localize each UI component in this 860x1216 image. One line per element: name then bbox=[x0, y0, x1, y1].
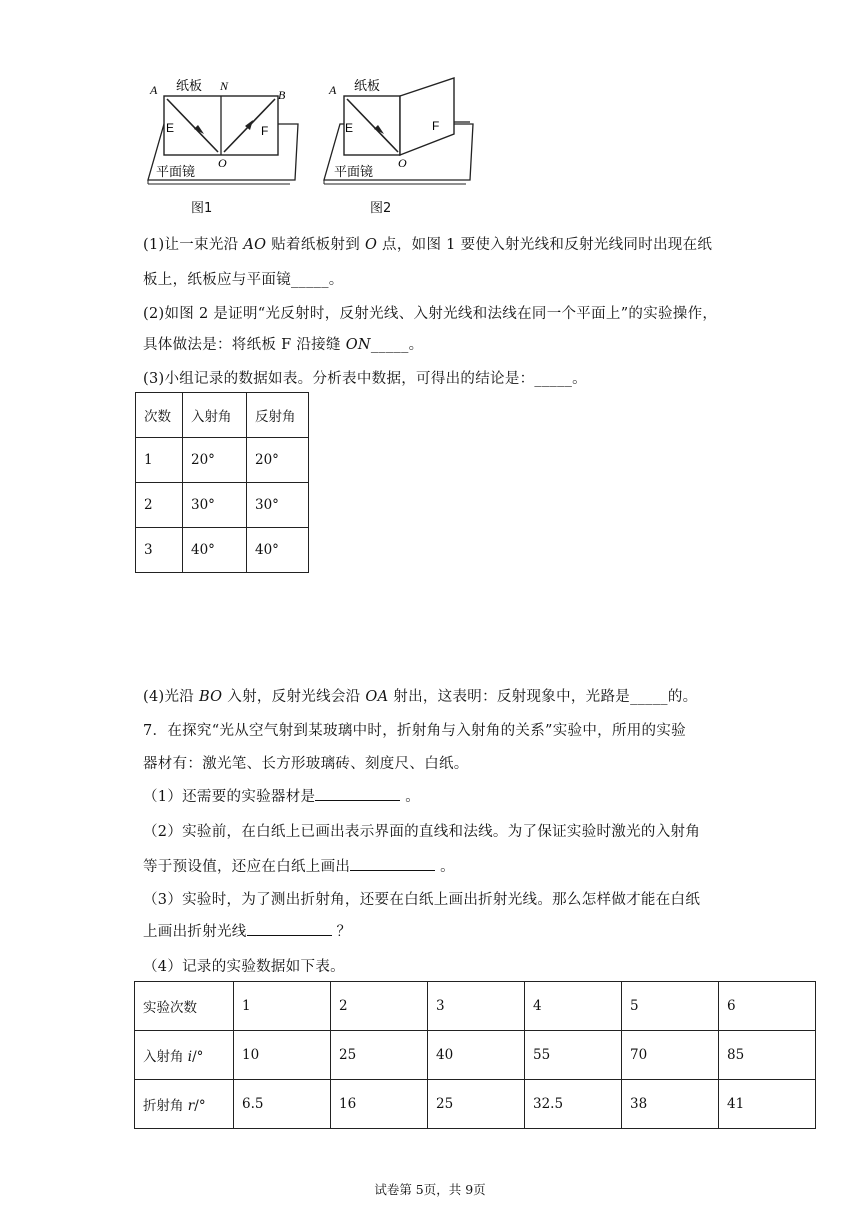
q7-part2-line1: （2）实验前，在白纸上已画出表示界面的直线和法线。为了保证实验时激光的入射角 bbox=[143, 824, 701, 840]
table-cell: 30° bbox=[247, 483, 309, 528]
table-row bbox=[136, 393, 309, 438]
label-o: O bbox=[218, 156, 227, 170]
table-cell: 41 bbox=[719, 1080, 816, 1129]
table-cell: 40° bbox=[183, 528, 247, 573]
q7-part1: （1）还需要的实验器材是 。 bbox=[143, 785, 420, 806]
label-b: B bbox=[278, 88, 286, 102]
q6-part3: (3)小组记录的数据如表。分析表中数据，可得出的结论是：_____。 bbox=[143, 371, 587, 387]
label-board: 纸板 bbox=[176, 79, 203, 94]
table-row bbox=[136, 438, 309, 483]
figure-1 bbox=[140, 72, 300, 192]
table-cell: 10 bbox=[234, 1031, 331, 1080]
answer-blank[interactable] bbox=[350, 856, 435, 871]
label-e: E bbox=[166, 121, 175, 135]
label-o: O bbox=[398, 156, 407, 170]
q7-part3-line1: （3）实验时，为了测出折射角，还要在白纸上画出折射光线。那么怎样做才能在白纸 bbox=[143, 892, 701, 908]
page-footer: 试卷第 5页，共 9页 bbox=[374, 1182, 486, 1197]
q7-intro-line1: 7．在探究“光从空气射到某玻璃中时，折射角与入射角的关系”实验中，所用的实验 bbox=[143, 723, 686, 739]
label-mirror: 平面镜 bbox=[156, 165, 196, 180]
paperboard-f-shape bbox=[400, 78, 454, 155]
q7-part2-line2: 等于预设值，还应在白纸上画出 。 bbox=[143, 855, 455, 876]
table-cell: 16 bbox=[331, 1080, 428, 1129]
refraction-data-table bbox=[134, 981, 816, 1129]
label-board: 纸板 bbox=[354, 79, 381, 94]
table-row bbox=[135, 1031, 816, 1080]
figure-2 bbox=[318, 72, 478, 192]
answer-blank[interactable] bbox=[247, 921, 332, 936]
figure-1-caption: 图1 bbox=[191, 201, 213, 216]
table-cell: 55 bbox=[525, 1031, 622, 1080]
q7-part4: （4）记录的实验数据如下表。 bbox=[143, 959, 345, 975]
table-cell: 2 bbox=[331, 982, 428, 1031]
table-cell: 32.5 bbox=[525, 1080, 622, 1129]
table-cell: 2 bbox=[136, 483, 183, 528]
table-cell: 6 bbox=[719, 982, 816, 1031]
table-cell: 1 bbox=[234, 982, 331, 1031]
table-header-cell: 次数 bbox=[136, 393, 183, 438]
table-cell: 1 bbox=[136, 438, 183, 483]
q6-part2-line2: 具体做法是：将纸板 F 沿接缝 ON_____。 bbox=[143, 337, 424, 353]
q7-intro-line2: 器材有：激光笔、长方形玻璃砖、刻度尺、白纸。 bbox=[143, 756, 469, 772]
q7-part3-line2: 上画出折射光线 ？ bbox=[143, 920, 351, 941]
label-a: A bbox=[329, 83, 337, 97]
table-row bbox=[135, 982, 816, 1031]
row-label-cell: 实验次数 bbox=[135, 982, 234, 1031]
table-row bbox=[136, 528, 309, 573]
table-row bbox=[136, 483, 309, 528]
reflection-data-table bbox=[135, 392, 309, 573]
table-cell: 3 bbox=[136, 528, 183, 573]
table-cell: 5 bbox=[622, 982, 719, 1031]
table-header-cell: 反射角 bbox=[247, 393, 309, 438]
table-cell: 25 bbox=[428, 1080, 525, 1129]
table-cell: 70 bbox=[622, 1031, 719, 1080]
label-f: F bbox=[261, 124, 269, 138]
table-cell: 40° bbox=[247, 528, 309, 573]
table-cell: 20° bbox=[247, 438, 309, 483]
table-cell: 85 bbox=[719, 1031, 816, 1080]
label-n: N bbox=[220, 79, 229, 93]
table-cell: 20° bbox=[183, 438, 247, 483]
table-cell: 6.5 bbox=[234, 1080, 331, 1129]
table-cell: 40 bbox=[428, 1031, 525, 1080]
q6-part1-line2: 板上，纸板应与平面镜_____。 bbox=[143, 272, 344, 288]
table-cell: 4 bbox=[525, 982, 622, 1031]
q6-part4: (4)光沿 BO 入射，反射光线会沿 OA 射出，这表明：反射现象中，光路是_____的。 bbox=[143, 689, 698, 705]
table-header-cell: 入射角 bbox=[183, 393, 247, 438]
row-label-cell: 入射角 i/° bbox=[135, 1031, 234, 1080]
q6-part2-line1: (2)如图 2 是证明“光反射时，反射光线、入射光线和法线在同一个平面上”的实验操作， bbox=[143, 306, 718, 322]
answer-blank[interactable] bbox=[315, 786, 400, 801]
figure-2-caption: 图2 bbox=[370, 201, 392, 216]
table-row bbox=[135, 1080, 816, 1129]
table-cell: 30° bbox=[183, 483, 247, 528]
label-mirror: 平面镜 bbox=[334, 165, 374, 180]
row-label-cell: 折射角 r/° bbox=[135, 1080, 234, 1129]
label-a: A bbox=[150, 83, 158, 97]
table-cell: 3 bbox=[428, 982, 525, 1031]
label-f: F bbox=[432, 119, 440, 133]
q6-part1-line1: (1)让一束光沿 AO 贴着纸板射到 O 点，如图 1 要使入射光线和反射光线同时出现在纸 bbox=[143, 237, 713, 253]
label-e: E bbox=[345, 121, 354, 135]
table-cell: 38 bbox=[622, 1080, 719, 1129]
table-cell: 25 bbox=[331, 1031, 428, 1080]
